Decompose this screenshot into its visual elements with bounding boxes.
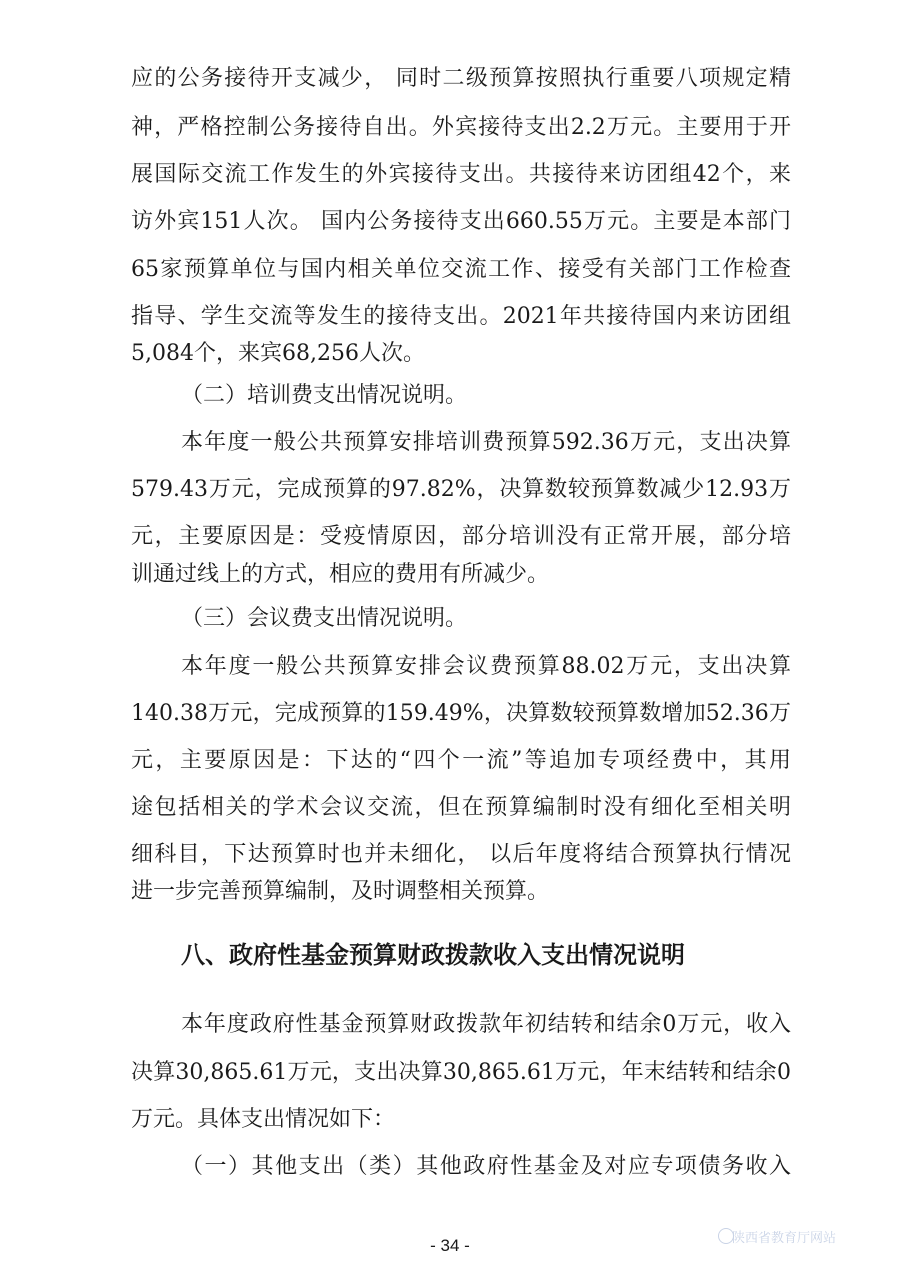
body-text-line: 579.43万元，完成预算的97.82%，决算数较预算数减少12.93万	[131, 477, 791, 502]
body-text-line: 应的公务接待开支减少， 同时二级预算按照执行重要八项规定精	[131, 66, 791, 91]
page-number: - 34 -	[430, 1236, 470, 1255]
body-text-line: （一）其他支出（类）其他政府性基金及对应专项债务收入	[181, 1154, 791, 1179]
paragraph-first-line: 本年度一般公共预算安排会议费预算88.02万元，支出决算	[181, 654, 791, 679]
body-text-line: 细科目，下达预算时也并未细化， 以后年度将结合预算执行情况	[131, 842, 791, 867]
body-text-line: 元，主要原因是：受疫情原因，部分培训没有正常开展，部分培	[131, 524, 791, 549]
section-heading: （三）会议费支出情况说明。	[181, 606, 468, 631]
body-text-line: 指导、学生交流等发生的接待支出。2021年共接待国内来访团组	[131, 304, 791, 329]
body-text-line: 万元。具体支出情况如下：	[131, 1107, 396, 1132]
watermark: 陕西省教育厅网站	[732, 1231, 837, 1246]
body-text-line: 5,084个，来宾68,256人次。	[131, 341, 425, 366]
body-text-line: 65家预算单位与国内相关单位交流工作、接受有关部门工作检查	[131, 257, 791, 282]
chapter-heading: 八、政府性基金预算财政拨款收入支出情况说明	[181, 941, 685, 969]
section-heading: （二）培训费支出情况说明。	[181, 383, 468, 408]
body-text-line: 140.38万元，完成预算的159.49%，决算数较预算数增加52.36万	[131, 701, 791, 726]
body-text-line: 展国际交流工作发生的外宾接待支出。共接待来访团组42个，来	[131, 162, 791, 187]
body-text-line: 训通过线上的方式，相应的费用有所减少。	[131, 562, 550, 587]
body-text-line: 途包括相关的学术会议交流，但在预算编制时没有细化至相关明	[131, 795, 791, 820]
body-text-line: 神，严格控制公务接待自出。外宾接待支出2.2万元。主要用于开	[131, 115, 791, 140]
body-text-line: 访外宾151人次。 国内公务接待支出660.55万元。主要是本部门	[131, 209, 791, 234]
paragraph-first-line: 本年度一般公共预算安排培训费预算592.36万元，支出决算	[181, 430, 791, 455]
body-text-line: 决算30,865.61万元，支出决算30,865.61万元，年末结转和结余0	[131, 1060, 791, 1085]
paragraph-first-line: 本年度政府性基金预算财政拨款年初结转和结余0万元，收入	[181, 1012, 791, 1037]
body-text-line: 进一步完善预算编制，及时调整相关预算。	[131, 879, 550, 904]
body-text-line: 元，主要原因是：下达的“四个一流”等追加专项经费中，其用	[131, 748, 791, 773]
